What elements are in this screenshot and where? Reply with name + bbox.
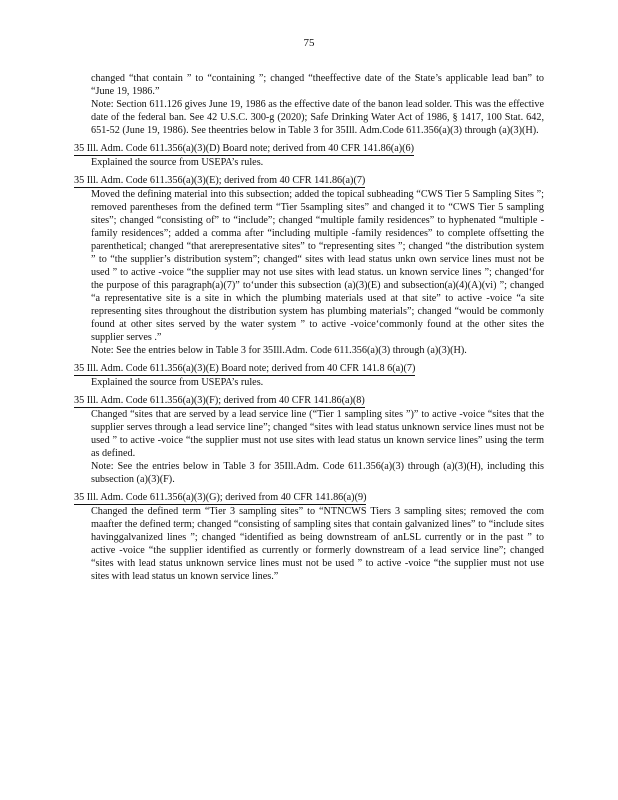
entry-611-356-a-3-d-board-note <box>74 142 544 169</box>
entry-heading <box>74 394 544 408</box>
entry-note: Note: See the entries below in Table 3 for 35Ill.Adm. Code 611.356(a)(3) through (a)(3)(H), including this subsection (a)(3)(F). <box>91 461 544 485</box>
entry-body <box>91 188 544 357</box>
entry-heading <box>74 491 544 505</box>
entry-heading <box>74 174 544 188</box>
entry-note: Note: See the entries below in Table 3 for 35Ill.Adm. Code 611.356(a)(3) through (a)(3)(H). <box>91 345 467 356</box>
entry-paragraph: Explained the source from USEPA’s rules. <box>91 377 264 388</box>
intro-paragraph <box>91 72 544 137</box>
entry-heading <box>74 362 544 376</box>
entry-body <box>91 376 544 389</box>
intro-line: changed “that contain ” to “containing ”; changed “theeffective date of the State’s applicable lead ban” to “June 19, 1986.” <box>91 73 544 97</box>
entry-611-356-a-3-e-board-note <box>74 362 544 389</box>
entry-heading-text: 35 Ill. Adm. Code 611.356(a)(3)(D) Board note; derived from 40 CFR 141.86(a)(6) <box>74 143 414 154</box>
entry-body <box>91 408 544 486</box>
entry-body <box>91 156 544 169</box>
intro-note: Note: Section 611.126 gives June 19, 1986 as the effective date of the banon lead solder. This was the effective date of the federal ban. See 42 U.S.C. 300-g (2020); Safe Drinking Water Act of 1986, § 1417, 100 Stat. 642, 651-52 (June 19, 1986). See theentries below in Table 3 for 35Ill. Adm.Code 611.356(a)(3) through (a)(3)(H). <box>91 99 544 136</box>
entry-heading-text: 35 Ill. Adm. Code 611.356(a)(3)(G); derived from 40 CFR 141.86(a)(9) <box>74 492 367 503</box>
entry-611-356-a-3-f <box>74 394 544 486</box>
entry-heading-text: 35 Ill. Adm. Code 611.356(a)(3)(F); derived from 40 CFR 141.86(a)(8) <box>74 395 365 406</box>
entry-paragraph: Changed the defined term “Tier 3 sampling sites” to “NTNCWS Tiers 3 sampling sites; removed the com maafter the defined term; changed “consisting of sampling sites that contain galvanized lines” to “include sites havinggalvanized lines ”; changed “identified as being downstream of anLSL currently or in the past ” to active -voice “the supplier identified as currently or formerly downstream of a lead service line”; changed “sites with lead status unknown service lines must not be used ” to active -voice “the supplier must not use sites with lead status un known service lines.” <box>91 506 544 582</box>
intro-block <box>74 72 544 137</box>
entry-611-356-a-3-e <box>74 174 544 357</box>
document-body <box>74 72 544 583</box>
entry-paragraph: Changed “sites that are served by a lead service line (“Tier 1 sampling sites ”)” to active -voice “sites that the supplier serves through a lead service line”; changed “sites with lead status unknown service lines must not be used ” to active -voice “the supplier must not use sites with lead status un known service lines” using the term as defined. <box>91 409 544 459</box>
entry-paragraph: Explained the source from USEPA’s rules. <box>91 157 264 168</box>
entry-body <box>91 505 544 583</box>
entry-611-356-a-3-g <box>74 491 544 583</box>
page-number: 75 <box>303 37 315 49</box>
entry-paragraph: Moved the defining material into this subsection; added the topical subheading “CWS Tier 5 Sampling Sites ”; removed parentheses from the defined term “Tier 5sampling sites” and changed it to “CWS Tier 5 sampling sites”; changed “consisting of” to “include”; changed “multiple family residences” to hyphenated “multiple -family residences”; added a comma after “including multiple -family residences” to complete offsetting the parenthetical; changed “that arerepresentative sites” to “representing sites ”; changed “the distribution system ” to “the supplier’s distribution system”; changed“ sites with lead status unkn own service lines must not be used ” to active -voice “the supplier may not use sites with lead status. un known service lines ”; changed‘for the purpose of this paragraph(a)(7)” to‘under this subsection (a)(3)(E) and subsection(a)(4)(A)(vi) ”; changed “a representative site is a site in which the plumbing materials used at that site” to active -voice “a site representing sites throughout the distribution system has plumbing materials”; changed “would be commonly found at other sites served by the water system ” to active -voice‘commonly found at the other sites the supplier serves .” <box>91 189 544 343</box>
entry-heading-text: 35 Ill. Adm. Code 611.356(a)(3)(E) Board note; derived from 40 CFR 141.8 6(a)(7) <box>74 363 416 374</box>
entry-heading <box>74 142 544 156</box>
entry-heading-text: 35 Ill. Adm. Code 611.356(a)(3)(E); derived from 40 CFR 141.86(a)(7) <box>74 175 366 186</box>
